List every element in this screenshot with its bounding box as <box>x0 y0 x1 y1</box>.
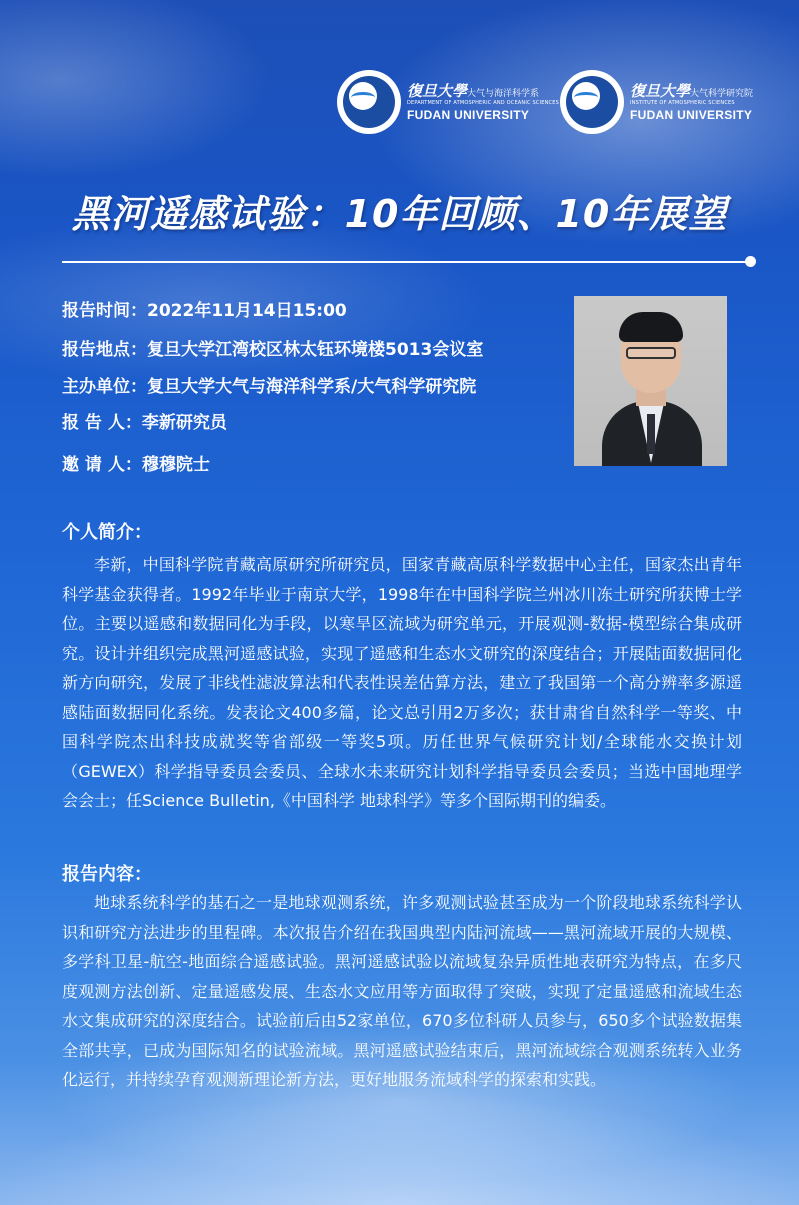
logo-institute-atmospheric <box>560 70 753 134</box>
logo-left-dept-cn: 大气与海洋科学系 <box>467 88 540 99</box>
info-time <box>62 296 347 321</box>
info-inviter <box>62 450 210 475</box>
place-label: 报告地点： <box>62 340 147 360</box>
speaker-photo <box>574 296 727 466</box>
logo-right-dept-en: INSTITUTE OF ATMOSPHERIC SCIENCES <box>630 99 735 106</box>
logo-dept-atmospheric-oceanic <box>337 70 559 134</box>
speaker-value: 李新研究员 <box>141 413 227 433</box>
logo-left-dept-en: DEPARTMENT OF ATMOSPHERIC AND OCEANIC SCIENCES <box>407 99 559 106</box>
poster-title: 黑河遥感试验：10年回顾、10年展望 <box>71 192 728 236</box>
dept-seal-icon <box>337 70 401 134</box>
time-value: 2022年11月14日15:00 <box>147 301 347 321</box>
content-text: 地球系统科学的基石之一是地球观测系统，许多观测试验甚至成为一个阶段地球系统科学认识和研究方法进步的里程碑。本次报告介绍在我国典型内陆河流域——黑河流域开展的大规模、多学科卫星-航空-地面综合遥感试验。黑河遥感试验以流域复杂异质性地表研究为特点，在多尺度观测方法创新、定量遥感发展、生态水文应用等方面取得了突破，实现了定量遥感和流域生态水文集成研究的深度结合。试验前后由52家单位，670多位科研人员参与，650多个试验数据集全部共享，已成为国际知名的试验流域。黑河遥感试验结束后，黑河流域综合观测系统转入业务化运行，并持续孕育观测新理论新方法，更好地服务流域科学的探索和实践。 <box>62 893 742 1089</box>
inviter-value: 穆穆院士 <box>141 455 210 475</box>
logo-right-name-cn: 復旦大學 <box>630 81 691 100</box>
info-host <box>62 372 476 397</box>
logo-left-name-cn: 復旦大學 <box>407 81 468 100</box>
host-value: 复旦大学大气与海洋科学系/大气科学研究院 <box>147 377 477 397</box>
time-label: 报告时间： <box>62 301 147 321</box>
bio-heading: 个人简介： <box>62 522 152 543</box>
title-divider-dot <box>745 256 756 267</box>
inviter-label: 邀 请 人： <box>62 455 142 475</box>
place-value: 复旦大学江湾校区林太钰环境楼5013会议室 <box>147 340 484 360</box>
institute-seal-icon <box>560 70 624 134</box>
title-divider <box>62 261 750 263</box>
speaker-label: 报 告 人： <box>62 413 142 433</box>
logo-right-univ-en: FUDAN UNIVERSITY <box>630 107 753 122</box>
content-heading: 报告内容： <box>62 864 152 885</box>
logo-left-univ-en: FUDAN UNIVERSITY <box>407 107 530 122</box>
bio-text: 李新，中国科学院青藏高原研究所研究员，国家青藏高原科学数据中心主任，国家杰出青年科学基金获得者。1992年毕业于南京大学，1998年在中国科学院兰州冰川冻土研究所获博士学位。主要以遥感和数据同化为手段，以寒旱区流域为研究单元，开展观测-数据-模型综合集成研究。设计并组织完成黑河遥感试验，实现了遥感和生态水文研究的深度结合；开展陆面数据同化新方向研究，发展了非线性滤波算法和代表性误差估算方法，建立了我国第一个高分辨率多源遥感陆面数据同化系统。发表论文400多篇，论文总引用2万多次；获甘肃省自然科学一等奖、中国科学院杰出科技成就奖等省部级一等奖5项。历任世界气候研究计划/全球能水交换计划（GEWEX）科学指导委员会委员、全球水未来研究计划科学指导委员会委员；当选中国地理学会会士；任Science Bulletin,《中国科学 地球科学》等多个国际期刊的编委。 <box>62 555 742 810</box>
host-label: 主办单位： <box>62 377 147 397</box>
logo-right-dept-cn: 大气科学研究院 <box>690 88 754 99</box>
info-speaker <box>62 408 227 433</box>
info-place <box>62 335 483 360</box>
